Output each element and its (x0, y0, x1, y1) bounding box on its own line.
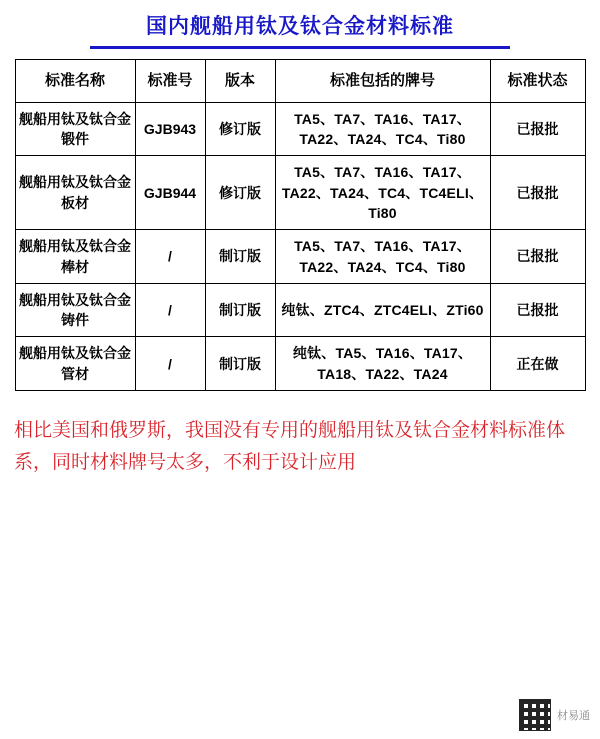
cell-number: / (135, 283, 205, 337)
footer-watermark (519, 699, 590, 731)
cell-status: 已报批 (490, 283, 585, 337)
cell-name: 舰船用钛及钛合金锻件 (15, 102, 135, 156)
watermark-label: 材易通 (557, 710, 590, 722)
table-body (15, 102, 585, 390)
cell-status: 已报批 (490, 230, 585, 284)
cell-name: 舰船用钛及钛合金铸件 (15, 283, 135, 337)
title-underline (90, 46, 510, 49)
cell-name: 舰船用钛及钛合金管材 (15, 337, 135, 391)
cell-grades: 纯钛、ZTC4、ZTC4ELI、ZTi60 (275, 283, 490, 337)
cell-status: 已报批 (490, 102, 585, 156)
cell-grades: TA5、TA7、TA16、TA17、TA22、TA24、TC4、TC4ELI、Ti80 (275, 156, 490, 230)
column-header-name: 标准名称 (15, 60, 135, 103)
column-header-number: 标准号 (135, 60, 205, 103)
cell-number: / (135, 230, 205, 284)
table-header-row (15, 60, 585, 103)
cell-grades: TA5、TA7、TA16、TA17、TA22、TA24、TC4、Ti80 (275, 230, 490, 284)
table-row (15, 102, 585, 156)
standards-table (15, 59, 586, 391)
cell-grades: 纯钛、TA5、TA16、TA17、TA18、TA22、TA24 (275, 337, 490, 391)
summary-note: 相比美国和俄罗斯，我国没有专用的舰船用钛及钛合金材料标准体系，同时材料牌号太多，不利于设计应用 (14, 420, 566, 474)
cell-version: 修订版 (205, 156, 275, 230)
cell-version: 制订版 (205, 337, 275, 391)
cell-status: 正在做 (490, 337, 585, 391)
column-header-status: 标准状态 (490, 60, 585, 103)
cell-version: 制订版 (205, 283, 275, 337)
cell-number: GJB943 (135, 102, 205, 156)
column-header-grades: 标准包括的牌号 (275, 60, 490, 103)
cell-status: 已报批 (490, 156, 585, 230)
page-title: 国内舰船用钛及钛合金材料标准 (146, 15, 454, 38)
cell-version: 修订版 (205, 102, 275, 156)
table-row (15, 156, 585, 230)
cell-number: / (135, 337, 205, 391)
table-row (15, 283, 585, 337)
cell-grades: TA5、TA7、TA16、TA17、TA22、TA24、TC4、Ti80 (275, 102, 490, 156)
cell-name: 舰船用钛及钛合金板材 (15, 156, 135, 230)
cell-version: 制订版 (205, 230, 275, 284)
qr-code-icon (519, 699, 551, 731)
table-row (15, 230, 585, 284)
table-header (15, 60, 585, 103)
table-row (15, 337, 585, 391)
cell-name: 舰船用钛及钛合金棒材 (15, 230, 135, 284)
column-header-version: 版本 (205, 60, 275, 103)
cell-number: GJB944 (135, 156, 205, 230)
